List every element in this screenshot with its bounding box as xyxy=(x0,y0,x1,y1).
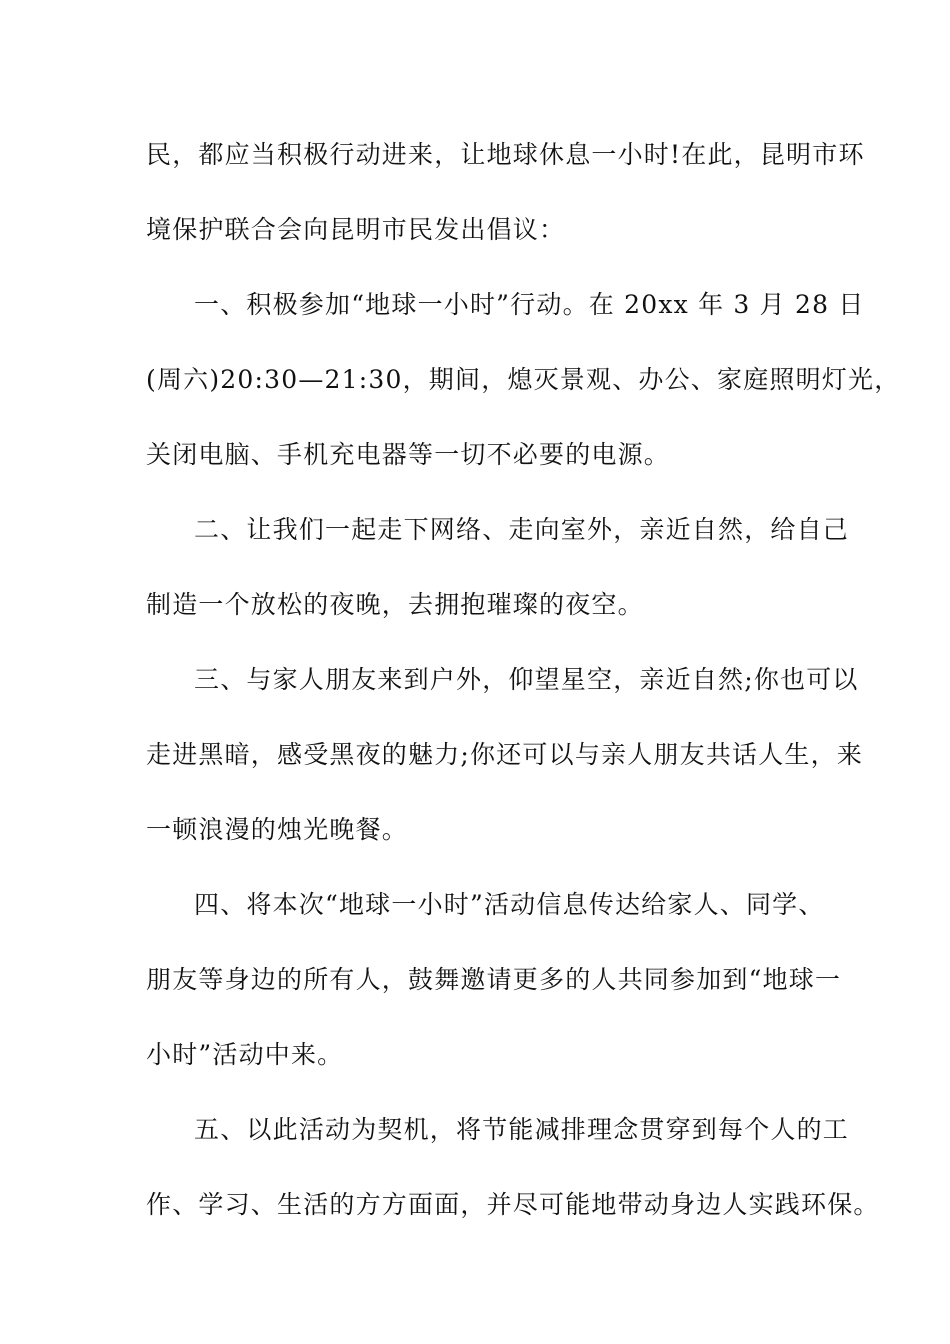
paragraph-line: 朋友等身边的所有人，鼓舞邀请更多的人共同参加到“地球一 xyxy=(146,965,842,994)
paragraph-line: 关闭电脑、手机充电器等一切不必要的电源。 xyxy=(146,440,671,469)
paragraph-line: 境保护联合会向昆明市民发出倡议： xyxy=(146,215,566,244)
paragraph-line: 二、让我们一起走下网络、走向室外，亲近自然，给自己 xyxy=(194,515,850,544)
paragraph-line: (周六)20:30—21:30，期间，熄灭景观、办公、家庭照明灯光， xyxy=(146,365,901,394)
paragraph-line: 一顿浪漫的烛光晚餐。 xyxy=(146,815,409,844)
paragraph-line: 民，都应当积极行动进来，让地球休息一小时!在此，昆明市环 xyxy=(146,140,865,169)
paragraph-line: 走进黑暗，感受黑夜的魅力;你还可以与亲人朋友共话人生，来 xyxy=(146,740,864,769)
paragraph-line: 作、学习、生活的方方面面，并尽可能地带动身边人实践环保。 xyxy=(146,1190,880,1219)
paragraph-line: 一、积极参加“地球一小时”行动。在 20xx 年 3 月 28 日 xyxy=(194,290,865,319)
paragraph-line: 三、与家人朋友来到户外，仰望星空，亲近自然;你也可以 xyxy=(194,665,859,694)
paragraph-line: 五、以此活动为契机，将节能减排理念贯穿到每个人的工 xyxy=(194,1115,850,1144)
paragraph-line: 小时”活动中来。 xyxy=(146,1040,344,1069)
paragraph-line: 四、将本次“地球一小时”活动信息传达给家人、同学、 xyxy=(194,890,825,919)
paragraph-line: 制造一个放松的夜晚，去拥抱璀璨的夜空。 xyxy=(146,590,644,619)
